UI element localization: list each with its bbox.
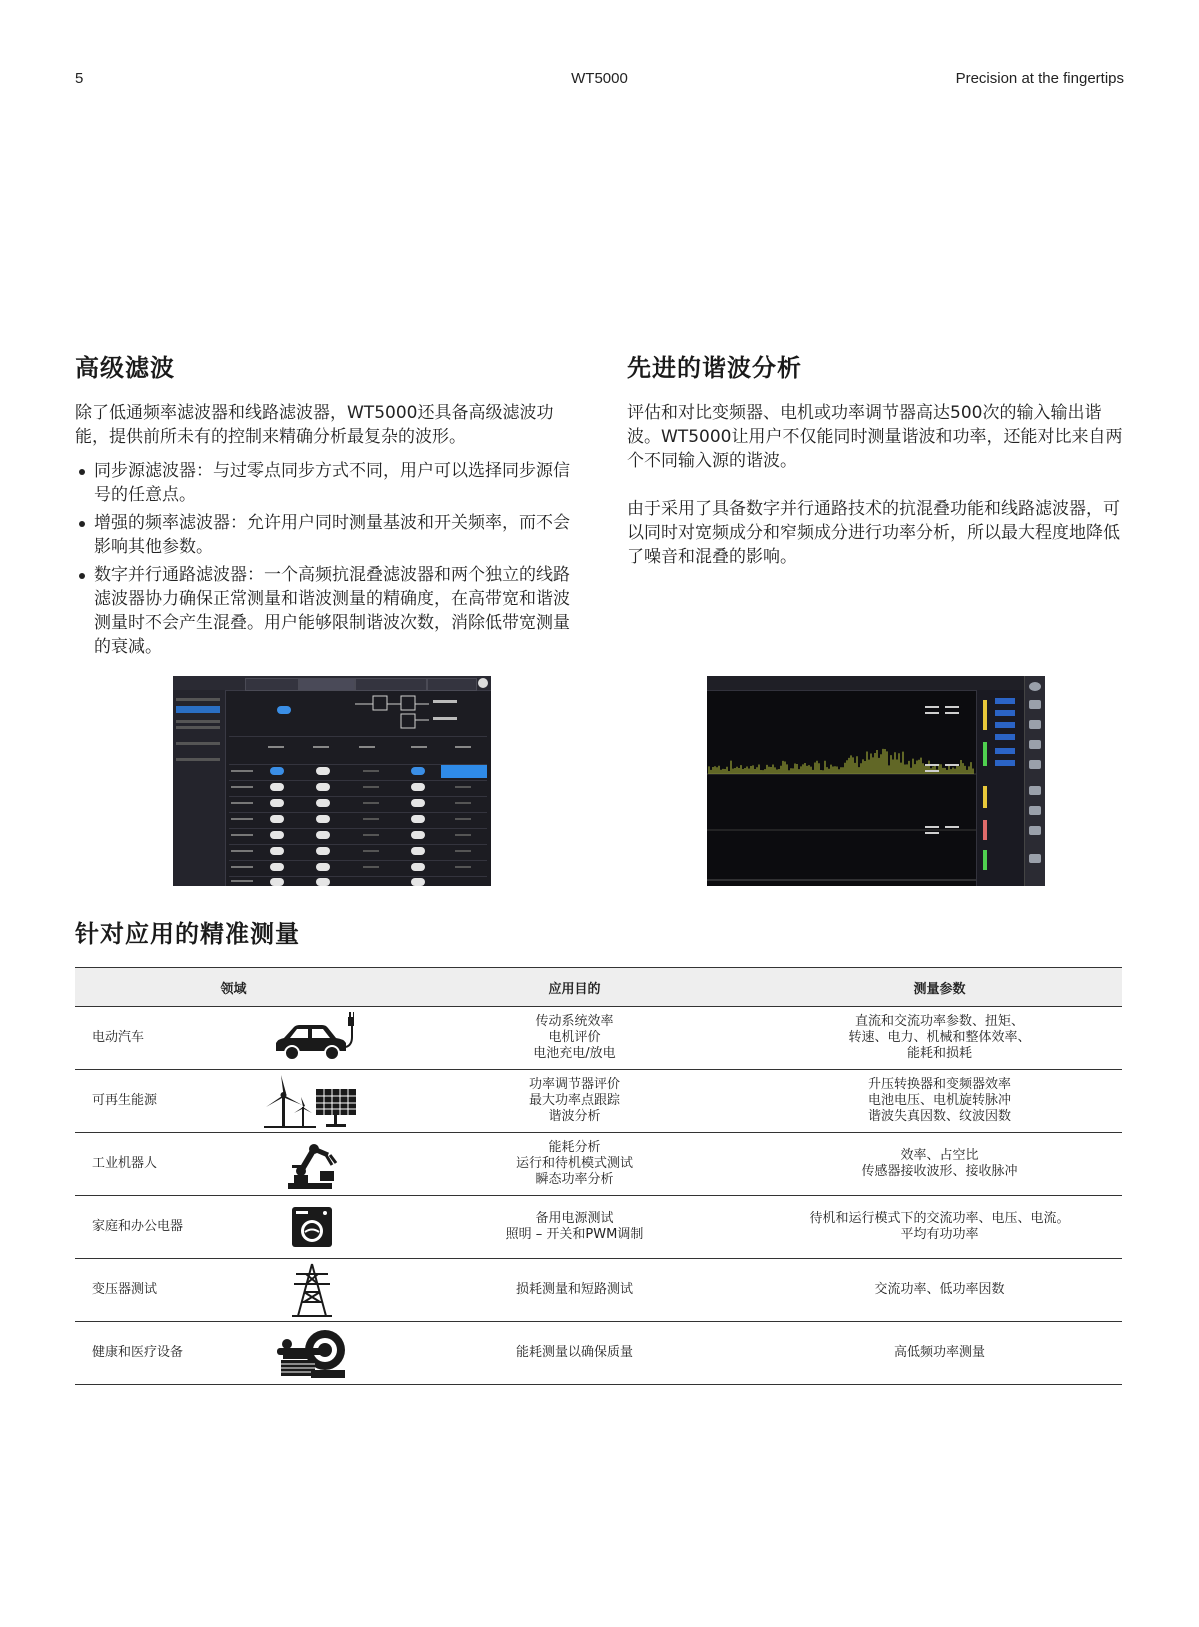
table-row: [75, 1133, 1122, 1196]
table-row: [75, 1007, 1122, 1070]
list-item: 数字并行通路滤波器：一个高频抗混叠滤波器和两个独立的线路滤波器协力确保正常测量和谐波测量的精确度，在高带宽和谐波测量时不会产生混叠。用户能够限制谐波次数，消除低带宽测量的衰减。: [75, 563, 575, 659]
table-row: [75, 1322, 1122, 1385]
domain-column-header: 领域: [75, 968, 392, 1007]
filter-settings-screenshot: [173, 676, 491, 886]
harmonic-analysis-title: 先进的谐波分析: [627, 354, 802, 382]
purpose-cell: 功率调节器评价 最大功率点跟踪 谐波分析: [392, 1070, 757, 1133]
product-name: WT5000: [571, 70, 628, 87]
electric-car-icon: [270, 1011, 354, 1065]
params-cell: 交流功率、低功率因数: [757, 1259, 1122, 1322]
selected-cell: [441, 765, 487, 778]
harmonic-paragraph-2: 由于采用了具备数字并行通路技术的抗混叠功能和线路滤波器，可以同时对宽频成分和窄频成分进行功率分析，所以最大程度地降低了噪音和混叠的影响。: [627, 499, 1120, 567]
params-cell: 效率、占空比 传感器接收波形、接收脉冲: [757, 1133, 1122, 1196]
purpose-cell: 备用电源测试 照明 – 开关和PWM调制: [392, 1196, 757, 1259]
applications-table: [75, 967, 1122, 1385]
filter-feature-list: [75, 459, 575, 659]
close-icon: [478, 678, 488, 688]
filter-diagram: [353, 692, 463, 730]
domain-cell: 工业机器人: [75, 1133, 232, 1196]
purpose-cell: 损耗测量和短路测试: [392, 1259, 757, 1322]
table-header-row: [75, 968, 1122, 1007]
harmonic-menu-bar: [1024, 676, 1045, 886]
harmonic-spectrum-screenshot: [707, 676, 1045, 886]
purpose-cell: 能耗分析 运行和待机模式测试 瞬态功率分析: [392, 1133, 757, 1196]
harmonic-analysis-section: [627, 348, 1127, 569]
domain-cell: 家庭和办公电器: [75, 1196, 232, 1259]
mri-scanner-icon: [275, 1326, 349, 1380]
table-row: [75, 1070, 1122, 1133]
table-row: [75, 1259, 1122, 1322]
advanced-filtering-section: [75, 348, 575, 663]
purpose-cell: 能耗测量以确保质量: [392, 1322, 757, 1385]
screenshot-sidebar: [173, 690, 226, 886]
toggle-indicator: [277, 706, 291, 714]
domain-cell: 可再生能源: [75, 1070, 232, 1133]
advanced-filtering-title: 高级滤波: [75, 354, 175, 382]
harmonic-spectrum-plot: [707, 690, 977, 886]
power-tower-icon: [290, 1262, 334, 1318]
purpose-cell: 传动系统效率 电机评价 电池充电/放电: [392, 1007, 757, 1070]
domain-cell: 变压器测试: [75, 1259, 232, 1322]
tagline: Precision at the fingertips: [955, 70, 1124, 87]
purpose-column-header: 应用目的: [392, 968, 757, 1007]
robot-arm-icon: [284, 1137, 340, 1191]
params-column-header: 测量参数: [757, 968, 1122, 1007]
page-number: 5: [75, 70, 84, 87]
list-item: 增强的频率滤波器：允许用户同时测量基波和开关频率，而不会影响其他参数。: [75, 511, 575, 559]
wind-solar-icon: [264, 1073, 360, 1129]
harmonic-side-panel: [976, 690, 1025, 886]
params-cell: 升压转换器和变频器效率 电池电压、电机旋转脉冲 谐波失真因数、纹波因数: [757, 1070, 1122, 1133]
params-cell: 待机和运行模式下的交流功率、电压、电流。 平均有功功率: [757, 1196, 1122, 1259]
advanced-filtering-intro: 除了低通频率滤波器和线路滤波器，WT5000还具备高级滤波功能，提供前所未有的控制来精确分析最复杂的波形。: [75, 403, 554, 447]
screenshot-status-bar: [707, 676, 1045, 691]
params-cell: 直流和交流功率参数、扭矩、 转速、电力、机械和整体效率、 能耗和损耗: [757, 1007, 1122, 1070]
washing-machine-icon: [290, 1205, 334, 1249]
domain-cell: 电动汽车: [75, 1007, 232, 1070]
screenshot-tab-bar: [173, 676, 491, 691]
domain-cell: 健康和医疗设备: [75, 1322, 232, 1385]
list-item: 同步源滤波器：与过零点同步方式不同，用户可以选择同步源信号的任意点。: [75, 459, 575, 507]
table-row: [75, 1196, 1122, 1259]
applications-section-title: 针对应用的精准测量: [75, 920, 300, 948]
params-cell: 高低频功率测量: [757, 1322, 1122, 1385]
harmonic-paragraph-1: 评估和对比变频器、电机或功率调节器高达500次的输入输出谐波。WT5000让用户不仅能同时测量谐波和功率，还能对比来自两个不同输入源的谐波。: [627, 403, 1123, 471]
